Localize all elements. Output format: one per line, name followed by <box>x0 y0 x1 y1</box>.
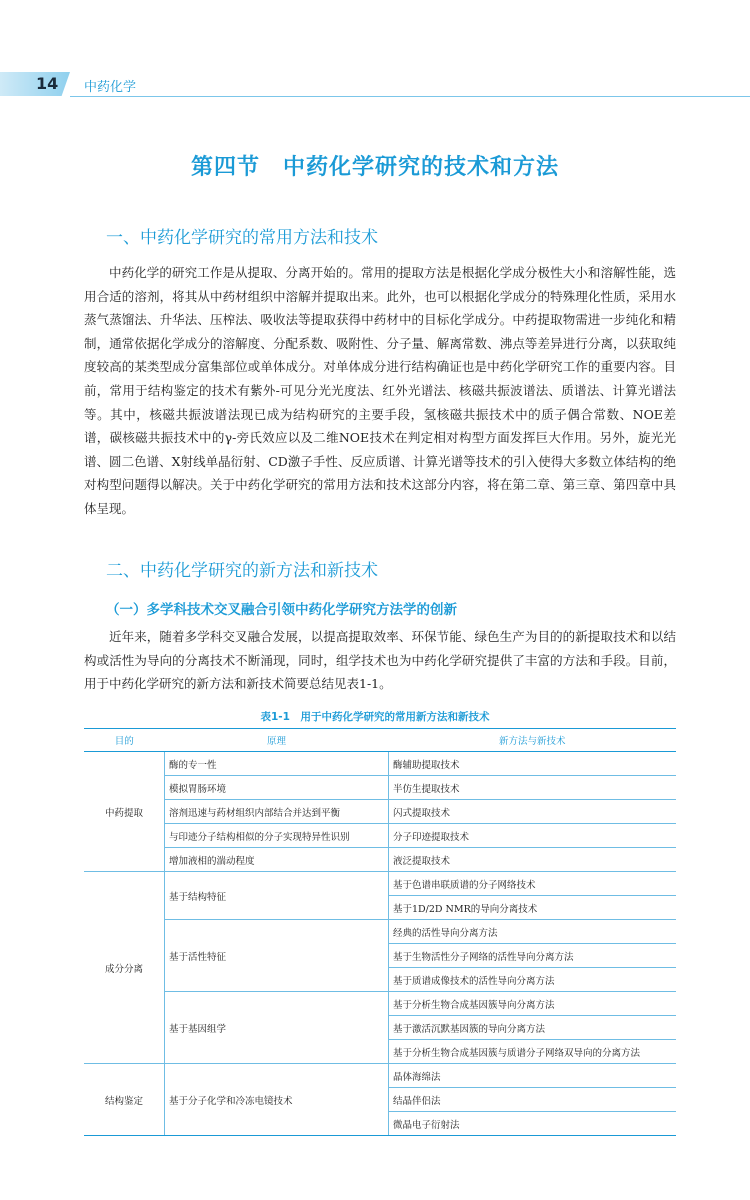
section1-paragraph: 中药化学的研究工作是从提取、分离开始的。常用的提取方法是根据化学成分极性大小和溶解性能，选用合适的溶剂，将其从中药材组织中溶解并提取出来。此外，也可以根据化学成分的特殊理化性质，采用水蒸气蒸馏法、升华法、压榨法、吸收法等提取获得中药材中的目标化学成分。中药提取物需进一步纯化和精制，通常依据化学成分的溶解度、分配系数、吸附性、分子量、解离常数、沸点等差异进行分离，以获取纯度较高的某类型成分富集部位或单体成分。对单体成分进行结构确证也是中药化学研究工作的重要内容。目前，常用于结构鉴定的技术有紫外-可见分光光度法、红外光谱法、核磁共振波谱法、质谱法、计算光谱法等。其中，核磁共振波谱法现已成为结构研究的主要手段，氢核磁共振技术中的质子偶合常数、NOE差谱，碳核磁共振技术中的γ-旁氏效应以及二维NOE技术在判定相对构型方面发挥巨大作用。另外，旋光光谱、圆二色谱、X射线单晶衍射、CD激子手性、反应质谱、计算光谱等技术的引入使得大多数立体结构的绝对构型问题得以解决。关于中药化学研究的常用方法和技术这部分内容，将在第二章、第三章、第四章中具体呈现。 <box>84 265 676 516</box>
principle-cell: 模拟胃肠环境 <box>165 776 389 800</box>
section2-subheading: （一）多学科技术交叉融合引领中药化学研究方法学的创新 <box>106 602 457 618</box>
col-header-purpose: 目的 <box>84 729 165 752</box>
method-cell: 基于色谱串联质谱的分子网络技术 <box>389 872 677 896</box>
section-title: 第四节 中药化学研究的技术和方法 <box>190 154 559 180</box>
table-row <box>84 872 676 896</box>
principle-cell: 基于活性特征 <box>165 920 389 992</box>
page-number: 14 <box>36 74 59 93</box>
method-cell: 闪式提取技术 <box>389 800 677 824</box>
method-cell: 基于质谱成像技术的活性导向分离方法 <box>389 968 677 992</box>
principle-cell: 基于分子化学和冷冻电镜技术 <box>165 1064 389 1136</box>
section2-heading: 二、中药化学研究的新方法和新技术 <box>106 561 378 581</box>
table-row <box>84 1064 676 1088</box>
section2-paragraph: 近年来，随着多学科交叉融合发展，以提高提取效率、环保节能、绿色生产为目的的新提取技术和以结构或活性为导向的分离技术不断涌现，同时，组学技术也为中药化学研究提供了丰富的方法和手段。目前，用于中药化学研究的新方法和新技术简要总结见表1-1。 <box>84 629 676 692</box>
principle-cell: 溶剂迅速与药材组织内部结合并达到平衡 <box>165 800 389 824</box>
method-cell: 基于1D/2D NMR的导向分离技术 <box>389 896 677 920</box>
table-caption: 表1-1 用于中药化学研究的常用新方法和新技术 <box>260 711 490 723</box>
method-cell: 基于激活沉默基因簇的导向分离方法 <box>389 1016 677 1040</box>
table-row <box>84 920 676 944</box>
table-row <box>84 824 676 848</box>
method-cell: 分子印迹提取技术 <box>389 824 677 848</box>
method-cell: 基于生物活性分子网络的活性导向分离方法 <box>389 944 677 968</box>
purpose-cell: 中药提取 <box>84 752 165 872</box>
purpose-cell: 结构鉴定 <box>84 1064 165 1136</box>
page-header <box>0 70 750 100</box>
method-cell: 结晶伴侣法 <box>389 1088 677 1112</box>
methods-table <box>84 728 676 1136</box>
method-cell: 半仿生提取技术 <box>389 776 677 800</box>
section1-heading: 一、中药化学研究的常用方法和技术 <box>106 228 378 248</box>
purpose-cell: 成分分离 <box>84 872 165 1064</box>
table-header-row <box>84 729 676 752</box>
col-header-methods: 新方法与新技术 <box>389 729 677 752</box>
method-cell: 基于分析生物合成基因簇与质谱分子网络双导向的分离方法 <box>389 1040 677 1064</box>
running-title: 中药化学 <box>84 80 137 95</box>
table-row <box>84 848 676 872</box>
table-row <box>84 992 676 1016</box>
page-number-tab <box>0 72 70 96</box>
method-cell: 酶辅助提取技术 <box>389 752 677 776</box>
table-row <box>84 752 676 776</box>
method-cell: 经典的活性导向分离方法 <box>389 920 677 944</box>
method-cell: 液泛提取技术 <box>389 848 677 872</box>
principle-cell: 增加液相的湍动程度 <box>165 848 389 872</box>
principle-cell: 基于结构特征 <box>165 872 389 920</box>
col-header-principle: 原理 <box>165 729 389 752</box>
principle-cell: 酶的专一性 <box>165 752 389 776</box>
method-cell: 基于分析生物合成基因簇导向分离方法 <box>389 992 677 1016</box>
table-row <box>84 776 676 800</box>
principle-cell: 与印迹分子结构相似的分子实现特异性识别 <box>165 824 389 848</box>
principle-cell: 基于基因组学 <box>165 992 389 1064</box>
method-cell: 微晶电子衍射法 <box>389 1112 677 1136</box>
method-cell: 晶体海绵法 <box>389 1064 677 1088</box>
table-row <box>84 800 676 824</box>
header-rule <box>70 96 750 97</box>
